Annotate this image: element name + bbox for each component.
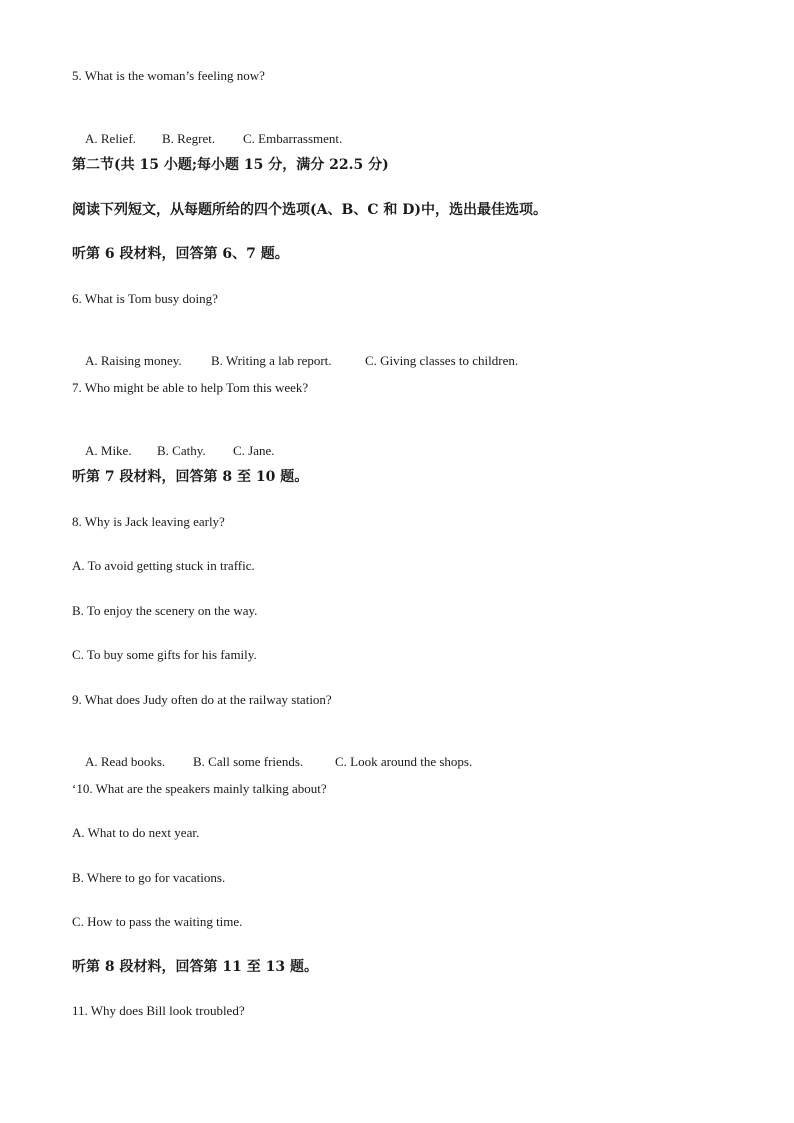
section-2-title: 第二节(共 15 小题;每小题 15 分，满分 22.5 分) — [72, 157, 389, 173]
option-a: A. Raising money. — [85, 353, 182, 368]
question-10-option-b: B. Where to go for vacations. — [72, 870, 226, 885]
question-5: 5. What is the woman’s feeling now? — [72, 68, 265, 83]
question-6: 6. What is Tom busy doing? — [72, 291, 218, 306]
section-2-instruction: 阅读下列短文，从每题所给的四个选项(A、B、C 和 D)中，选出最佳选项。 — [72, 202, 547, 218]
option-b: B. Regret. — [162, 131, 216, 146]
part-6-heading: 听第 6 段材料，回答第 6、7 题。 — [72, 246, 289, 262]
question-8-option-a: A. To avoid getting stuck in traffic. — [72, 558, 255, 573]
option-c: C. Jane. — [233, 443, 275, 458]
question-9: 9. What does Judy often do at the railway station? — [72, 692, 332, 707]
part-7-heading: 听第 7 段材料，回答第 8 至 10 题。 — [72, 469, 309, 485]
part-8-heading: 听第 8 段材料，回答第 11 至 13 题。 — [72, 959, 318, 975]
option-b: B. Writing a lab report. — [211, 353, 332, 368]
option-b: B. Cathy. — [157, 443, 206, 458]
question-10-option-c: C. How to pass the waiting time. — [72, 914, 243, 929]
option-a: A. Relief. — [85, 131, 136, 146]
option-b: B. Call some friends. — [193, 754, 304, 769]
option-a: A. Read books. — [85, 754, 166, 769]
question-7: 7. Who might be able to help Tom this week? — [72, 380, 309, 395]
option-c: C. Giving classes to children. — [365, 353, 519, 368]
option-a: A. Mike. — [85, 443, 132, 458]
question-8-option-b: B. To enjoy the scenery on the way. — [72, 603, 258, 618]
question-10-option-a: A. What to do next year. — [72, 825, 200, 840]
option-c: C. Look around the shops. — [335, 754, 473, 769]
question-11: 11. Why does Bill look troubled? — [72, 1003, 245, 1018]
question-10: ‘10. What are the speakers mainly talking about? — [72, 781, 327, 796]
option-c: C. Embarrassment. — [243, 131, 343, 146]
question-8: 8. Why is Jack leaving early? — [72, 514, 225, 529]
question-8-option-c: C. To buy some gifts for his family. — [72, 647, 257, 662]
